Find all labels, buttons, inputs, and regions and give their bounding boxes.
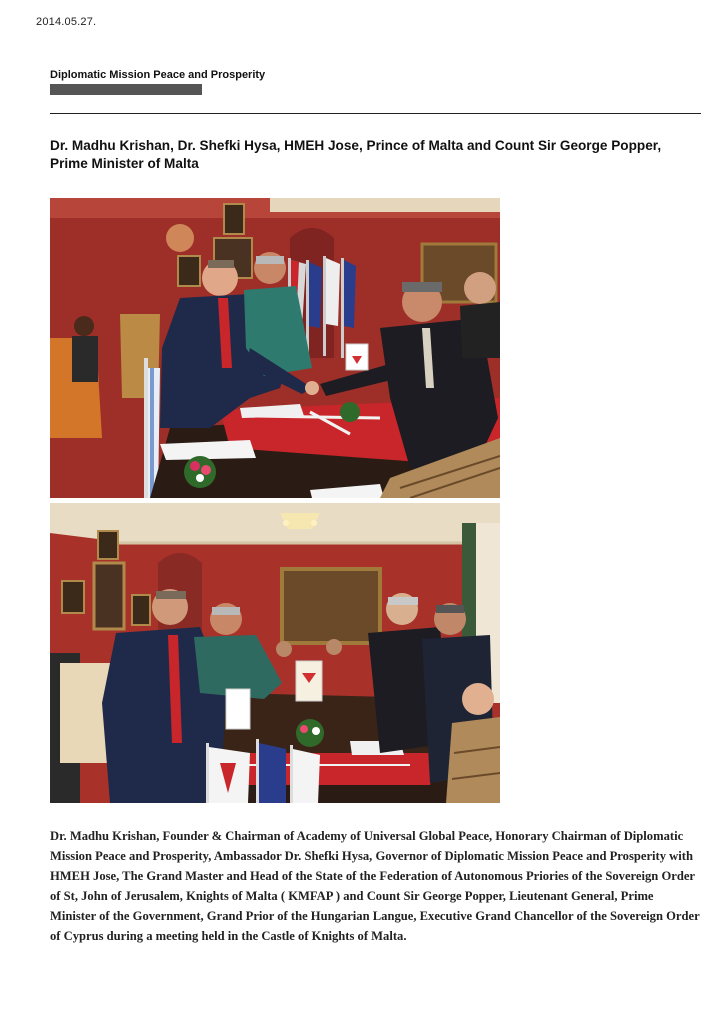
meeting-photo-table xyxy=(50,503,500,803)
site-title: Diplomatic Mission Peace and Prosperity xyxy=(50,69,266,81)
print-date: 2014.05.27. xyxy=(36,16,97,28)
photo-caption: Dr. Madhu Krishan, Founder & Chairman of Academy of Universal Global Peace, Honorary Chairman of Diplomatic Mission Peace and Prosperity, Ambassador Dr. Shefki Hysa, Governor of Diplomatic Mission Peace and Prosperity with HMEH Jose, The Grand Master and Head of the State of the Federation of Autonomous Priories of the Sovereign Order of St, John of Jerusalem, Knights of Malta ( KMFAP ) and Count Sir George Popper, Lieutenant General, Prime Minister of the Government, Grand Prior of the Hungarian Langue, Executive Grand Chancellor of the Sovereign Order of Cyprus during a meeting held in the Castle of Knights of Malta. xyxy=(50,829,700,943)
meeting-photo-handshake xyxy=(50,198,500,498)
article-headline: Dr. Madhu Krishan, Dr. Shefki Hysa, HMEH Jose, Prince of Malta and Count Sir George Popper, Prime Minister of Malta xyxy=(50,138,662,171)
title-underline-bar xyxy=(50,84,202,95)
header-divider xyxy=(50,113,701,114)
